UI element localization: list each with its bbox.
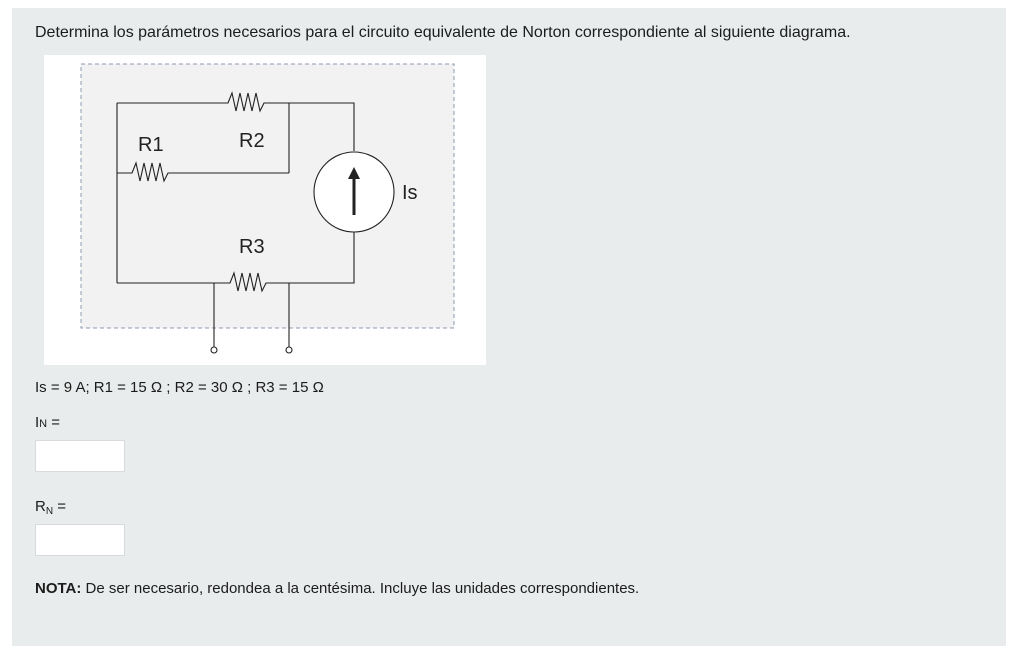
given-values: Is = 9 A; R1 = 15 Ω ; R2 = 30 Ω ; R3 = 15 Ω [35,379,324,396]
r3-label: R3 [239,236,265,258]
question-card [12,8,1006,646]
current-source [314,152,394,232]
dashed-boundary [81,64,454,328]
source-label: Is [402,182,418,204]
rn-answer-input[interactable] [35,524,125,556]
in-label: IN = [35,414,61,431]
note-text [35,580,639,597]
in-answer-input[interactable] [35,440,125,472]
question-text: Determina los parámetros necesarios para el circuito equivalente de Norton correspondiente al siguiente diagrama. [35,24,851,41]
circuit-svg [44,55,486,365]
r1-label: R1 [138,134,164,156]
note-bold: NOTA: [35,580,82,597]
r2-label: R2 [239,130,265,152]
rn-label: $R_N$ = [35,498,67,517]
note-body: De ser necesario, redondea a la centésima. Incluye las unidades correspondientes. [81,580,640,597]
circuit-diagram [44,55,486,365]
